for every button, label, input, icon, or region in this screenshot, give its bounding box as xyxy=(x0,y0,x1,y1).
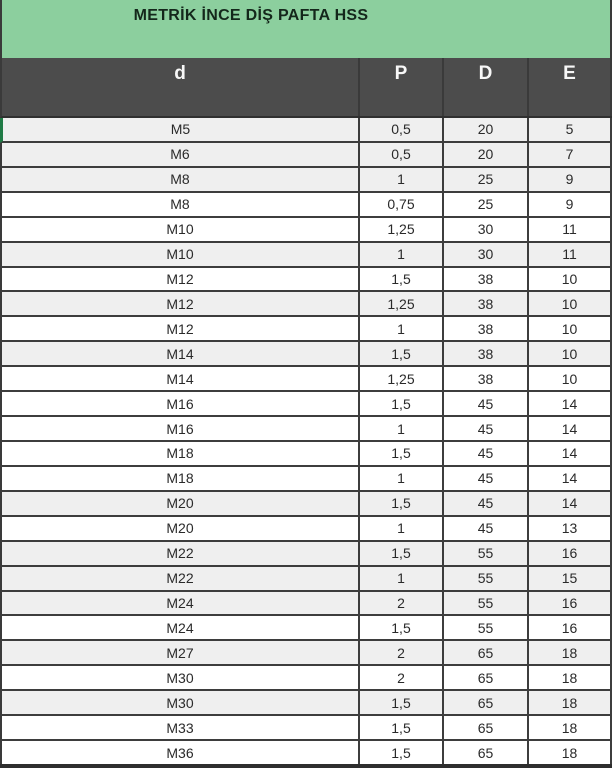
cell-thread-size[interactable]: M10 xyxy=(2,243,360,266)
table-row xyxy=(0,641,612,666)
cell-outer-diameter[interactable]: 45 xyxy=(444,492,529,515)
cell-pitch[interactable]: 1,5 xyxy=(360,716,444,739)
table-row xyxy=(0,218,612,243)
table-header-row xyxy=(0,58,612,118)
cell-height[interactable]: 11 xyxy=(529,243,612,266)
cell-height[interactable]: 9 xyxy=(529,193,612,216)
cell-thread-size[interactable]: M24 xyxy=(2,592,360,615)
cell-outer-diameter[interactable]: 30 xyxy=(444,218,529,241)
cell-outer-diameter[interactable]: 38 xyxy=(444,292,529,315)
table-row xyxy=(0,616,612,641)
table-row xyxy=(0,342,612,367)
cell-thread-size[interactable]: M22 xyxy=(2,542,360,565)
cell-height[interactable]: 5 xyxy=(529,118,612,141)
cell-height[interactable]: 14 xyxy=(529,417,612,440)
table-row xyxy=(0,168,612,193)
cell-height[interactable]: 9 xyxy=(529,168,612,191)
table-row xyxy=(0,542,612,567)
cell-height[interactable]: 13 xyxy=(529,517,612,540)
cell-height[interactable]: 10 xyxy=(529,292,612,315)
cell-outer-diameter[interactable]: 20 xyxy=(444,143,529,166)
column-header-d: d xyxy=(2,58,360,116)
cell-pitch[interactable]: 0,5 xyxy=(360,143,444,166)
table-row xyxy=(0,691,612,716)
table-row xyxy=(0,193,612,218)
cell-outer-diameter[interactable]: 20 xyxy=(444,118,529,141)
cell-outer-diameter[interactable]: 65 xyxy=(444,666,529,689)
cell-pitch[interactable]: 1,5 xyxy=(360,741,444,764)
cell-outer-diameter[interactable]: 45 xyxy=(444,442,529,465)
cell-height[interactable]: 10 xyxy=(529,268,612,291)
cell-pitch[interactable]: 1,5 xyxy=(360,342,444,365)
cell-outer-diameter[interactable]: 65 xyxy=(444,716,529,739)
table-row xyxy=(0,417,612,442)
cell-height[interactable]: 18 xyxy=(529,641,612,664)
table-row xyxy=(0,292,612,317)
cell-height[interactable]: 14 xyxy=(529,492,612,515)
cell-outer-diameter[interactable]: 55 xyxy=(444,616,529,639)
cell-height[interactable]: 14 xyxy=(529,467,612,490)
cell-height[interactable]: 10 xyxy=(529,317,612,340)
cell-pitch[interactable]: 1 xyxy=(360,467,444,490)
cell-thread-size[interactable]: M18 xyxy=(2,442,360,465)
table-body xyxy=(0,118,612,764)
cell-thread-size[interactable]: M16 xyxy=(2,417,360,440)
cell-thread-size[interactable]: M12 xyxy=(2,268,360,291)
cell-thread-size[interactable]: M24 xyxy=(2,616,360,639)
cell-thread-size[interactable]: M33 xyxy=(2,716,360,739)
cell-outer-diameter[interactable]: 45 xyxy=(444,417,529,440)
table-title: METRİK İNCE DİŞ PAFTA HSS xyxy=(133,7,369,24)
cell-pitch[interactable]: 1,5 xyxy=(360,691,444,714)
cell-pitch[interactable]: 1,25 xyxy=(360,218,444,241)
cell-height[interactable]: 10 xyxy=(529,342,612,365)
cell-pitch[interactable]: 1,25 xyxy=(360,367,444,390)
cell-pitch[interactable]: 0,5 xyxy=(360,118,444,141)
cell-pitch[interactable]: 1 xyxy=(360,168,444,191)
cell-thread-size[interactable]: M8 xyxy=(2,193,360,216)
table-row xyxy=(0,741,612,764)
cell-height[interactable]: 14 xyxy=(529,392,612,415)
cell-pitch[interactable]: 1,5 xyxy=(360,392,444,415)
table-row xyxy=(0,442,612,467)
cell-thread-size[interactable]: M20 xyxy=(2,492,360,515)
cell-height[interactable]: 18 xyxy=(529,716,612,739)
cell-height[interactable]: 18 xyxy=(529,691,612,714)
cell-height[interactable]: 18 xyxy=(529,741,612,764)
cell-outer-diameter[interactable]: 38 xyxy=(444,268,529,291)
cell-thread-size[interactable]: M22 xyxy=(2,567,360,590)
cell-pitch[interactable]: 1,5 xyxy=(360,268,444,291)
table-row xyxy=(0,268,612,293)
cell-thread-size[interactable]: M8 xyxy=(2,168,360,191)
cell-thread-size[interactable]: M30 xyxy=(2,691,360,714)
cell-pitch[interactable]: 1,5 xyxy=(360,492,444,515)
cell-thread-size[interactable]: M30 xyxy=(2,666,360,689)
cell-outer-diameter[interactable]: 45 xyxy=(444,517,529,540)
cell-outer-diameter[interactable]: 38 xyxy=(444,367,529,390)
column-header-p: P xyxy=(360,58,444,116)
cell-outer-diameter[interactable]: 65 xyxy=(444,641,529,664)
cell-thread-size[interactable]: M6 xyxy=(2,143,360,166)
cell-outer-diameter[interactable]: 55 xyxy=(444,567,529,590)
cell-height[interactable]: 16 xyxy=(529,542,612,565)
table-row xyxy=(0,716,612,741)
cell-thread-size[interactable]: M12 xyxy=(2,317,360,340)
cell-height[interactable]: 16 xyxy=(529,616,612,639)
column-header-D: D xyxy=(444,58,529,116)
cell-pitch[interactable]: 1,5 xyxy=(360,442,444,465)
cell-pitch[interactable]: 1 xyxy=(360,567,444,590)
cell-outer-diameter[interactable]: 55 xyxy=(444,592,529,615)
table-row xyxy=(0,392,612,417)
cell-height[interactable]: 10 xyxy=(529,367,612,390)
cell-outer-diameter[interactable]: 65 xyxy=(444,741,529,764)
table-title-band xyxy=(0,0,612,58)
cell-outer-diameter[interactable]: 45 xyxy=(444,392,529,415)
cell-outer-diameter[interactable]: 25 xyxy=(444,193,529,216)
cell-outer-diameter[interactable]: 45 xyxy=(444,467,529,490)
cell-pitch[interactable]: 2 xyxy=(360,592,444,615)
cell-pitch[interactable]: 1 xyxy=(360,317,444,340)
table-row xyxy=(0,467,612,492)
table-row xyxy=(0,367,612,392)
cell-thread-size[interactable]: M27 xyxy=(2,641,360,664)
cell-outer-diameter[interactable]: 30 xyxy=(444,243,529,266)
table-row xyxy=(0,517,612,542)
cell-pitch[interactable]: 0,75 xyxy=(360,193,444,216)
cell-outer-diameter[interactable]: 55 xyxy=(444,542,529,565)
cell-height[interactable]: 15 xyxy=(529,567,612,590)
cell-thread-size[interactable]: M14 xyxy=(2,342,360,365)
cell-pitch[interactable]: 1,5 xyxy=(360,542,444,565)
cell-outer-diameter[interactable]: 25 xyxy=(444,168,529,191)
table-row xyxy=(0,567,612,592)
column-header-e: E xyxy=(529,58,612,116)
cell-outer-diameter[interactable]: 38 xyxy=(444,342,529,365)
cell-height[interactable]: 11 xyxy=(529,218,612,241)
cell-thread-size[interactable]: M5 xyxy=(3,118,360,141)
table-row xyxy=(0,143,612,168)
cell-pitch[interactable]: 1 xyxy=(360,243,444,266)
cell-pitch[interactable]: 1 xyxy=(360,417,444,440)
cell-thread-size[interactable]: M10 xyxy=(2,218,360,241)
table-row-selected xyxy=(0,118,612,143)
cell-outer-diameter[interactable]: 65 xyxy=(444,691,529,714)
cell-pitch[interactable]: 1,5 xyxy=(360,616,444,639)
table-row xyxy=(0,492,612,517)
cell-thread-size[interactable]: M16 xyxy=(2,392,360,415)
cell-thread-size[interactable]: M12 xyxy=(2,292,360,315)
cell-outer-diameter[interactable]: 38 xyxy=(444,317,529,340)
cell-pitch[interactable]: 2 xyxy=(360,666,444,689)
cell-height[interactable]: 7 xyxy=(529,143,612,166)
cell-thread-size[interactable]: M36 xyxy=(2,741,360,764)
cell-pitch[interactable]: 1 xyxy=(360,517,444,540)
table-row xyxy=(0,243,612,268)
cell-height[interactable]: 16 xyxy=(529,592,612,615)
cell-thread-size[interactable]: M18 xyxy=(2,467,360,490)
cell-height[interactable]: 18 xyxy=(529,666,612,689)
cell-pitch[interactable]: 2 xyxy=(360,641,444,664)
cell-thread-size[interactable]: M20 xyxy=(2,517,360,540)
cell-thread-size[interactable]: M14 xyxy=(2,367,360,390)
table-row xyxy=(0,317,612,342)
cell-pitch[interactable]: 1,25 xyxy=(360,292,444,315)
table-row xyxy=(0,666,612,691)
table-row xyxy=(0,592,612,617)
cell-height[interactable]: 14 xyxy=(529,442,612,465)
